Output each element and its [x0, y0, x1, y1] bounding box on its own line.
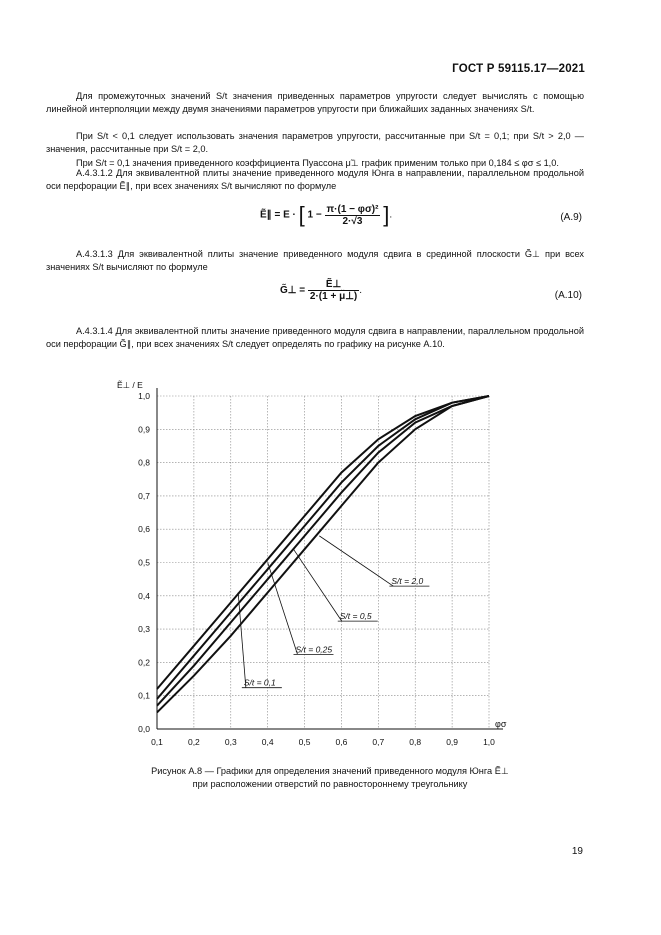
- young-modulus-chart: [100, 375, 530, 755]
- formula-a9-bracket-open: [: [298, 202, 305, 227]
- document-code: ГОСТ Р 59115.17—2021: [452, 63, 585, 75]
- formula-a9-numerator: π·(1 − φσ)²: [326, 203, 379, 215]
- x-axis-label: φσ: [495, 719, 507, 729]
- y-tick-label: 0,3: [138, 624, 150, 635]
- paragraph-a4314: А.4.3.1.4 Для эквивалентной плиты значение приведенного модуля сдвига в направлении, параллельном продольной оси перфорации G̃∥, при всех значениях S/t следует определять по графику на рисунке А.10.: [46, 326, 584, 350]
- annotation-label: S/t = 0,5: [339, 611, 372, 622]
- paragraph-interpolation: Для промежуточных значений S/t значения приведенных параметров упругости следует вычислять с помощью линейной интерполяции между двумя значениями параметров упругости при ближайших заданных значениях S/t.: [46, 91, 584, 115]
- chart-axes: [157, 388, 503, 729]
- page-number: 19: [571, 846, 583, 857]
- paragraph-limits: При S/t < 0,1 следует использовать значения параметров упругости, рассчитанные при S/t = 0,1; при S/t > 2,0 — значения, рассчитанные при S/t = 2,0.: [46, 131, 584, 155]
- formula-a9-fraction: [325, 204, 381, 227]
- x-tick-label: 0,6: [335, 737, 348, 747]
- y-tick-label: 0,4: [138, 590, 150, 601]
- formula-a10-number: (А.10): [554, 290, 582, 301]
- formula-a10-numerator: Ẽ⊥: [308, 279, 359, 291]
- chart-annotations: [238, 536, 429, 688]
- y-tick-label: 0,0: [138, 724, 150, 734]
- y-tick-label: 0,1: [138, 690, 150, 701]
- y-tick-label: 0,2: [138, 657, 150, 668]
- x-tick-label: 0,3: [224, 737, 237, 747]
- chart-grid: [157, 396, 489, 729]
- y-axis-label: Ẽ⊥ / E: [117, 380, 143, 390]
- formula-a9-one-minus: 1 −: [307, 209, 322, 221]
- y-tick-label: 0,5: [138, 557, 150, 568]
- annotation-label: S/t = 0,1: [243, 677, 276, 688]
- paragraph-a4312: А.4.3.1.2 Для эквивалентной плиты значение приведенного модуля Юнга в направлении, параллельном продольной оси перфорации Ẽ∥, при всех значениях S/t вычисляют по формуле: [46, 168, 584, 192]
- annotation-label: S/t = 0,25: [295, 644, 333, 655]
- x-tick-label: 0,2: [187, 737, 200, 747]
- formula-a9: [260, 202, 392, 228]
- formula-a9-bracket-close: ]: [383, 202, 390, 227]
- y-tick-label: 0,9: [138, 424, 150, 435]
- figure-caption: [60, 765, 600, 791]
- chart-series: [157, 396, 489, 712]
- figure-caption-line1: Рисунок А.8 — Графики для определения значений приведенного модуля Юнга Ẽ⊥: [151, 766, 509, 776]
- x-tick-label: 0,4: [261, 737, 274, 747]
- y-tick-label: 0,8: [138, 457, 150, 468]
- formula-a10-denominator: 2·(1 + μ̃⊥): [309, 291, 358, 302]
- formula-a10-fraction: [308, 279, 359, 302]
- x-tick-label: 0,9: [446, 737, 459, 747]
- x-tick-label: 1,0: [483, 737, 495, 747]
- formula-a10: [280, 279, 362, 302]
- annotation-leader-line: [319, 536, 393, 586]
- paragraph-poisson: При S/t = 0,1 значения приведенного коэффициента Пуассона μ̃⊥ график применим только при 0,184 ≤ φσ ≤ 1,0.: [76, 158, 559, 168]
- x-tick-label: 0,7: [372, 737, 385, 747]
- x-tick-label: 0,8: [409, 737, 422, 747]
- x-tick-label: 0,1: [151, 737, 163, 747]
- y-tick-label: 1,0: [138, 391, 150, 401]
- series-line: [157, 396, 489, 712]
- paragraph-a4313: А.4.3.1.3 Для эквивалентной плиты значение приведенного модуля сдвига в срединной плоскости G̃⊥ при всех значениях S/t вычисляют по формуле: [46, 249, 584, 273]
- formula-a9-number: (А.9): [560, 212, 582, 223]
- series-line: [157, 396, 489, 706]
- formula-a9-lhs: Ẽ∥ = E ·: [260, 209, 296, 221]
- formula-a10-lhs: G̃⊥ =: [280, 285, 306, 297]
- formula-a10-end: .: [359, 285, 363, 297]
- annotation-leader-line: [293, 549, 341, 621]
- x-tick-label: 0,5: [298, 737, 311, 747]
- y-tick-label: 0,6: [138, 524, 150, 535]
- figure-caption-line2: при расположении отверстий по равностороннему треугольнику: [192, 779, 468, 789]
- y-tick-label: 0,7: [138, 490, 150, 501]
- chart-ticks: [138, 391, 495, 747]
- formula-a9-end: .: [389, 209, 393, 221]
- annotation-label: S/t = 2,0: [391, 576, 424, 587]
- formula-a9-denominator: 2·√3: [342, 215, 363, 227]
